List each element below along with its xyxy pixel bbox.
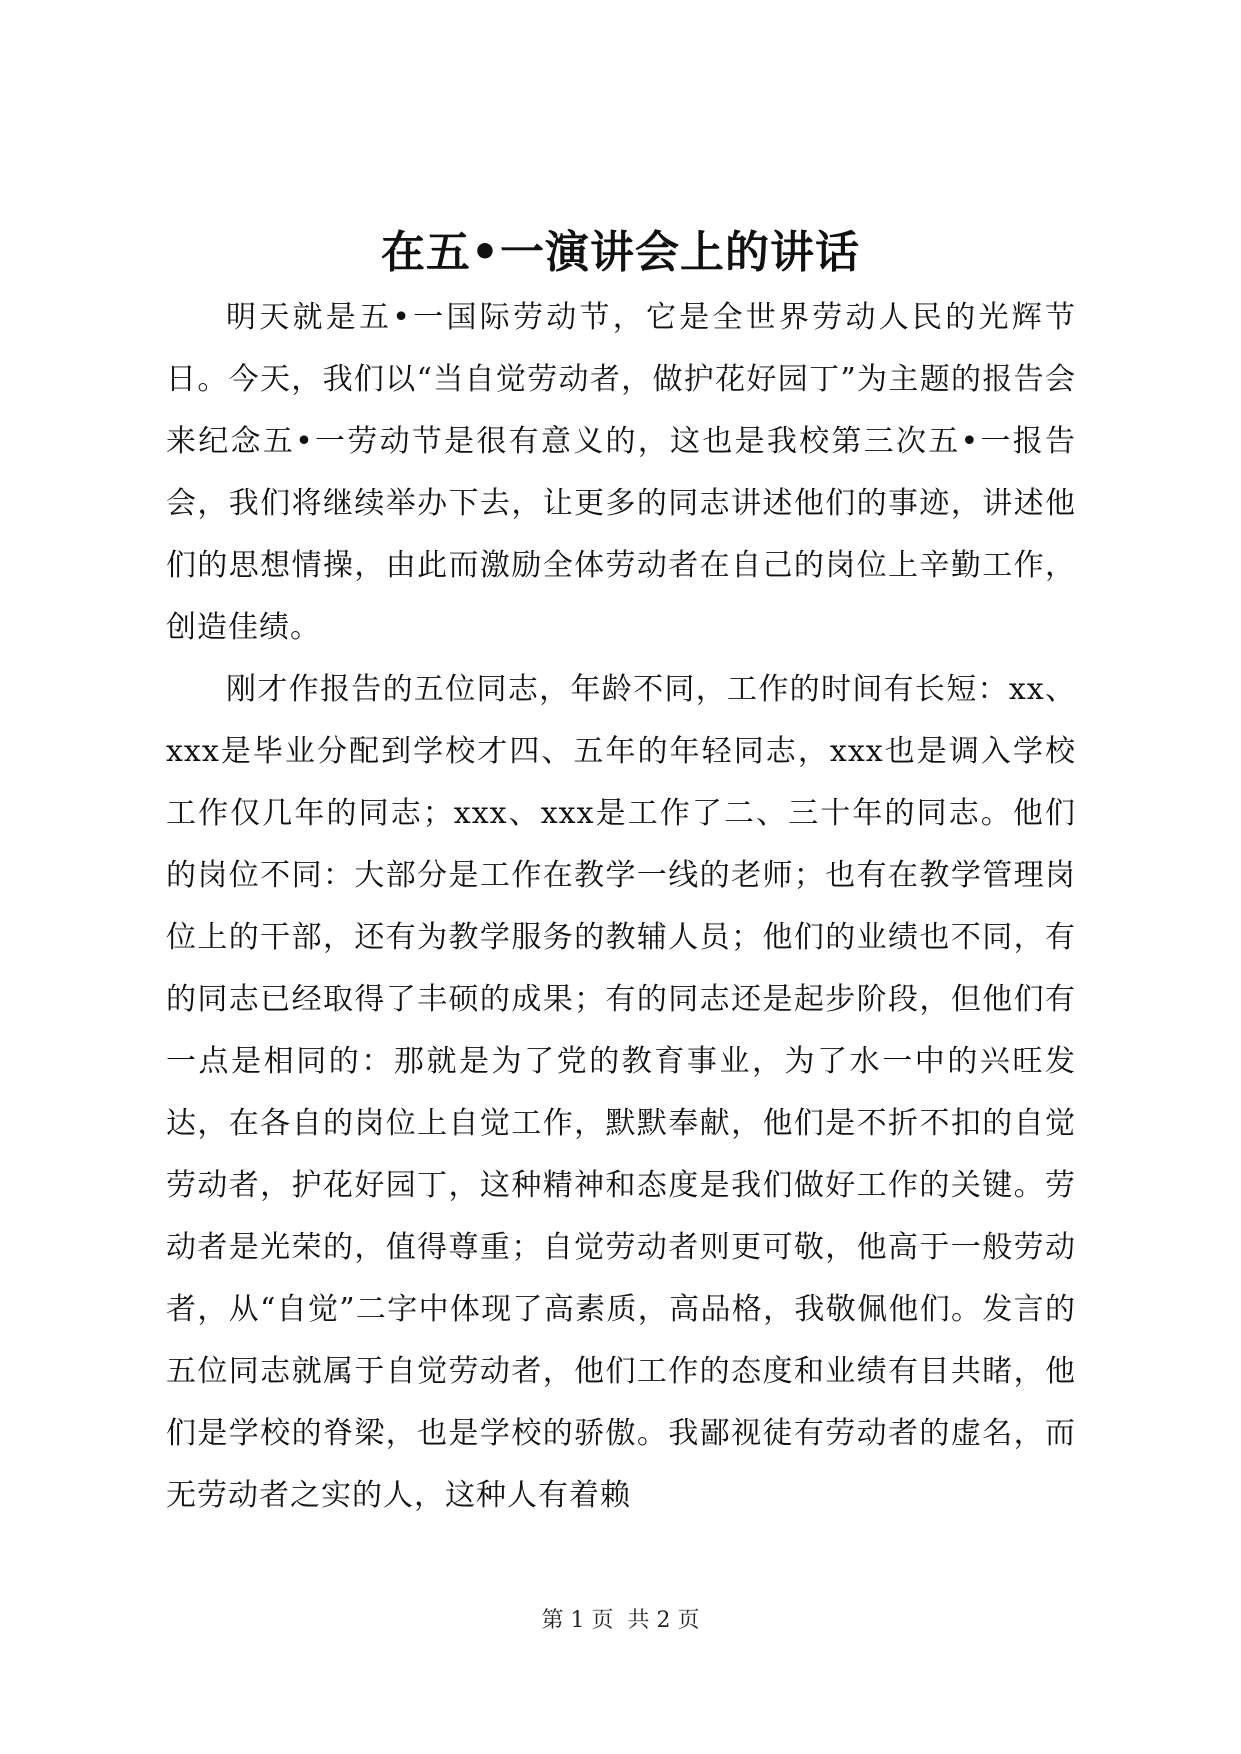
document-body bbox=[166, 287, 1076, 1527]
page-footer bbox=[0, 1605, 1241, 1637]
paragraph-2: 刚才作报告的五位同志，年龄不同，工作的时间有长短：xx、xxx是毕业分配到学校才四、五年的年轻同志，xxx也是调入学校工作仅几年的同志；xxx、xxx是工作了二、三十年的同志。他们的岗位不同：大部分是工作在教学一线的老师；也有在教学管理岗位上的干部，还有为教学服务的教辅人员；他们的业绩也不同，有的同志已经取得了丰硕的成果；有的同志还是起步阶段，但他们有一点是相同的：那就是为了党的教育事业，为了水一中的兴旺发达，在各自的岗位上自觉工作，默默奉献，他们是不折不扣的自觉劳动者，护花好园丁，这种精神和态度是我们做好工作的关键。劳动者是光荣的，值得尊重；自觉劳动者则更可敬，他高于一般劳动者，从“自觉”二字中体现了高素质，高品格，我敬佩他们。发言的五位同志就属于自觉劳动者，他们工作的态度和业绩有目共睹，他们是学校的脊梁，也是学校的骄傲。我鄙视徒有劳动者的虚名，而无劳动者之实的人，这种人有着赖 bbox=[166, 672, 1076, 1513]
document-title: 在五•一演讲会上的讲话 bbox=[380, 227, 861, 278]
paragraph-1: 明天就是五•一国际劳动节，它是全世界劳动人民的光辉节日。今天，我们以“当自觉劳动者，做护花好园丁”为主题的报告会来纪念五•一劳动节是很有意义的，这也是我校第三次五•一报告会，我们将继续举办下去，让更多的同志讲述他们的事迹，讲述他们的思想情操，由此而激励全体劳动者在自己的岗位上辛勤工作，创造佳绩。 bbox=[166, 300, 1076, 645]
page-number-label: 第 1 页 共 2 页 bbox=[541, 1608, 700, 1633]
